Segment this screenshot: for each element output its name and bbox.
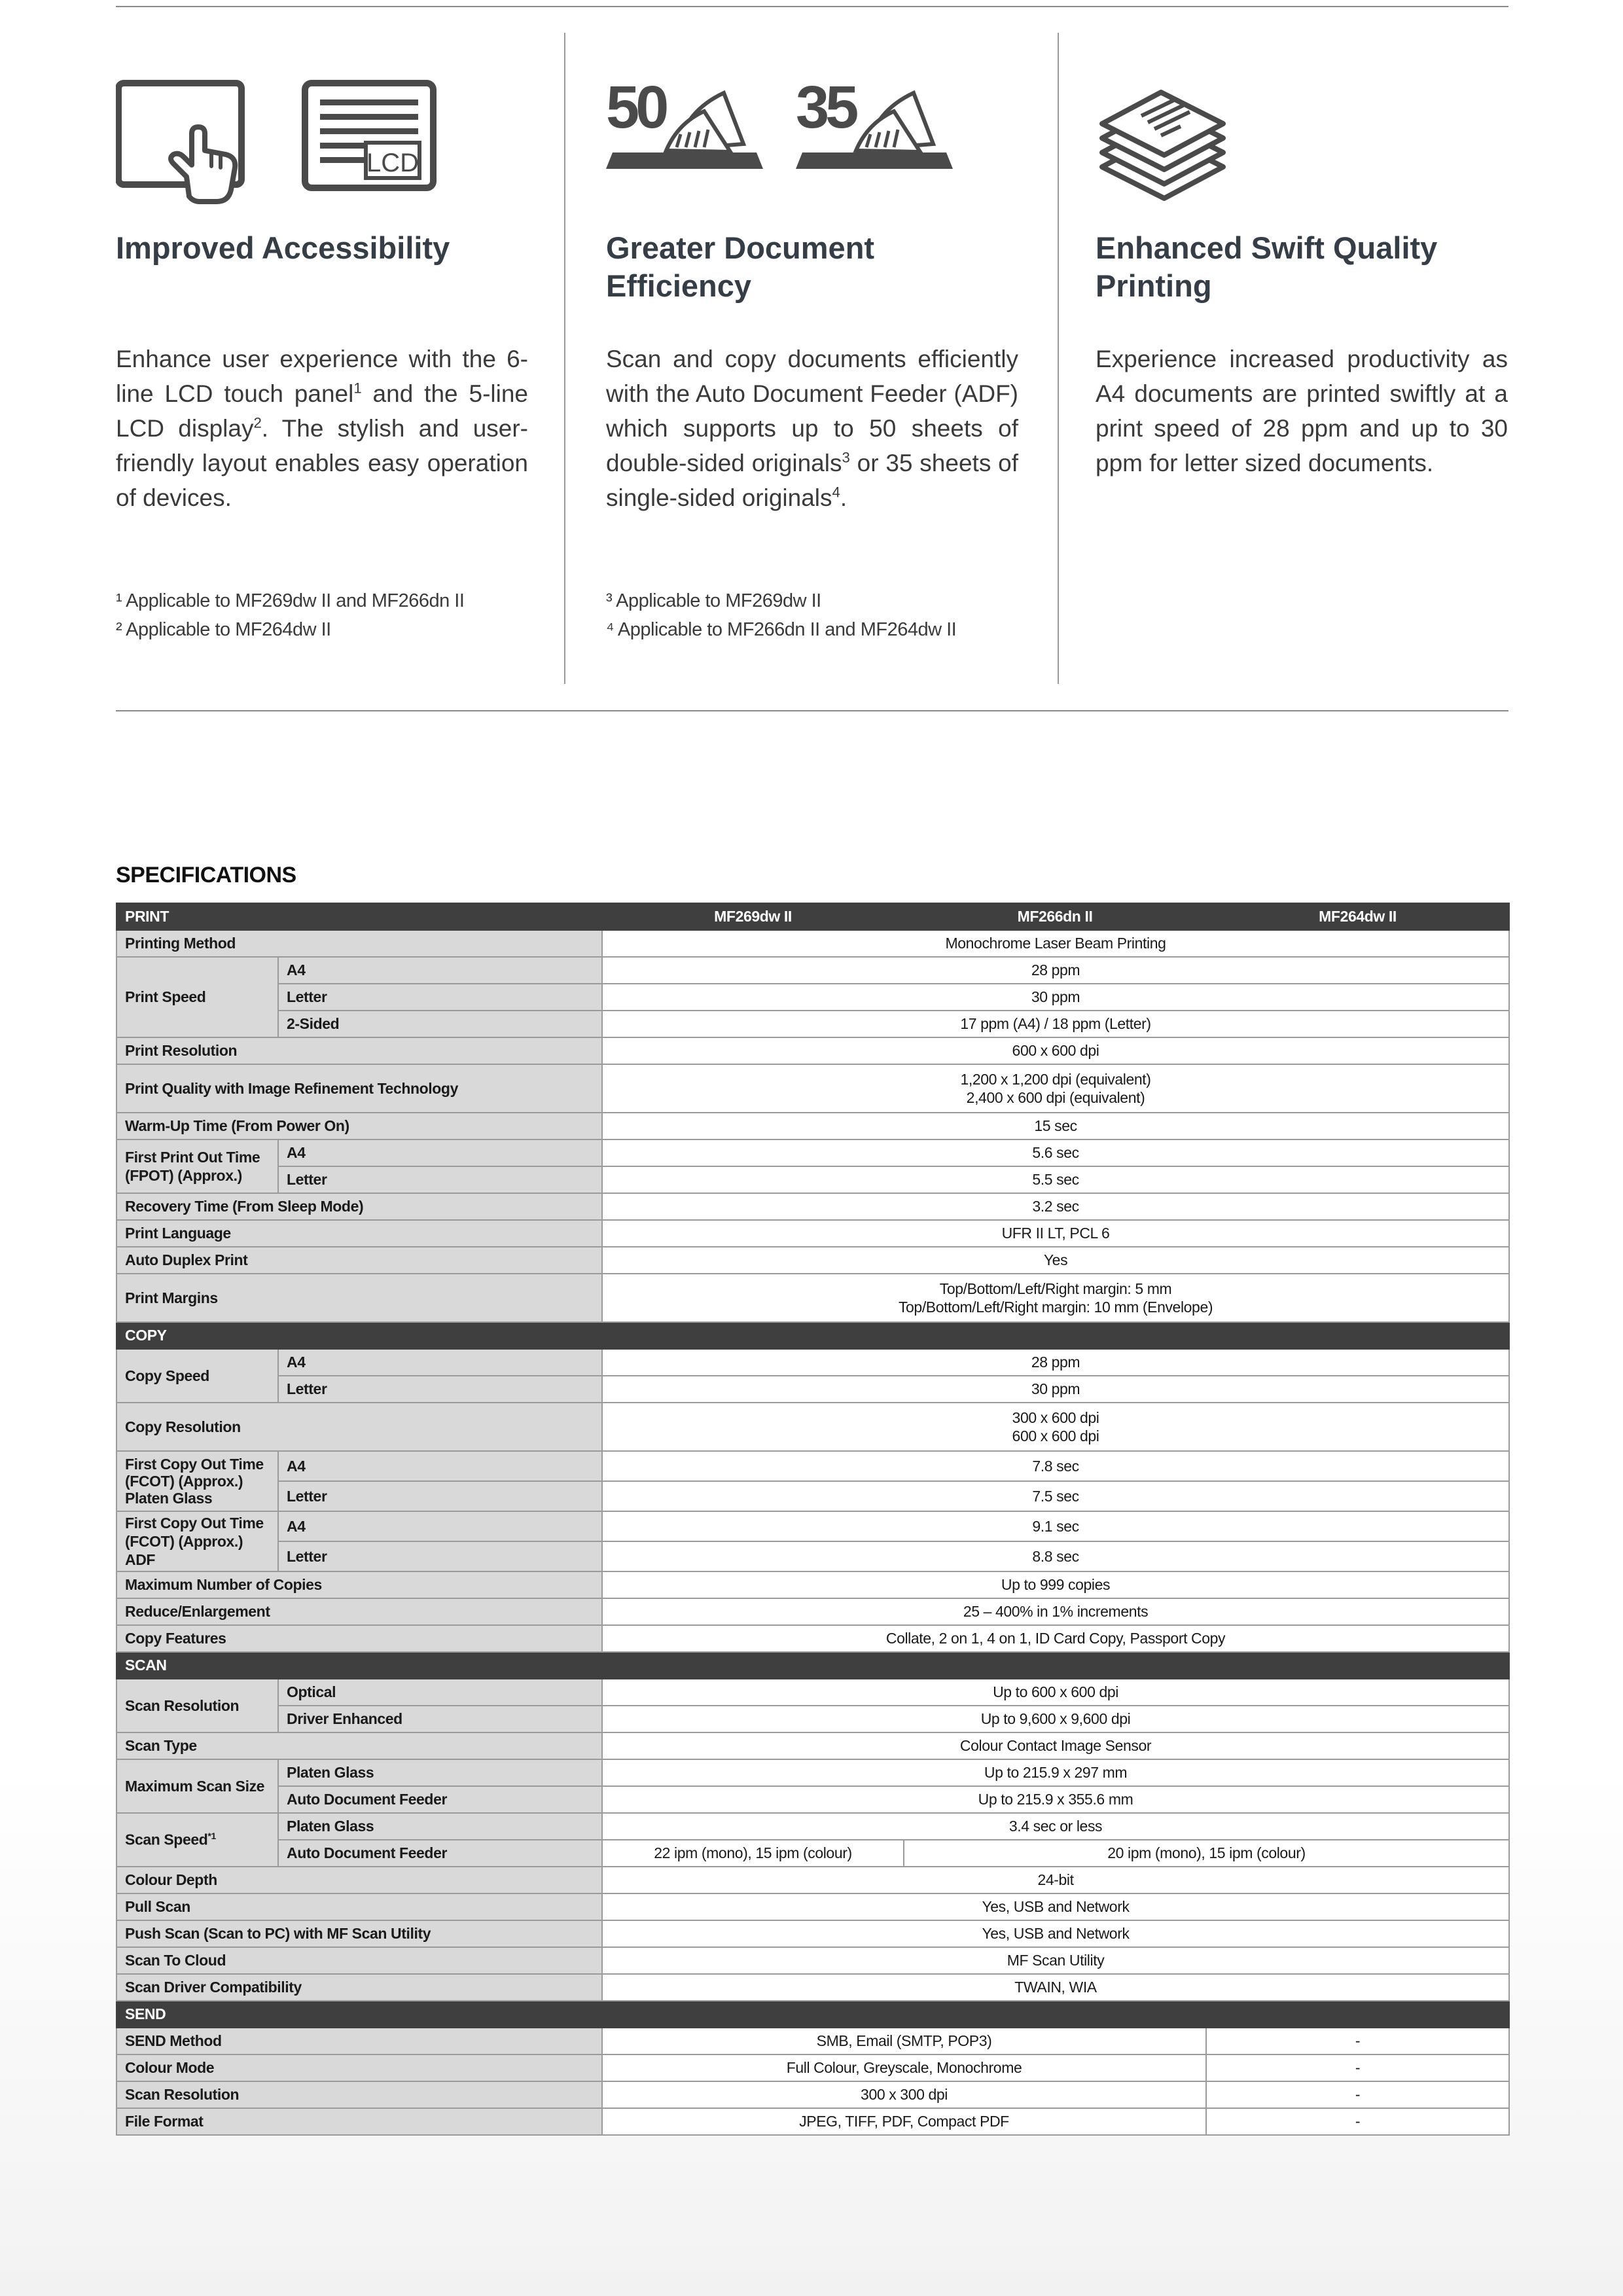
spec-sublabel: Letter xyxy=(278,1376,602,1403)
table-row xyxy=(116,1139,1509,1166)
table-row xyxy=(116,1113,1509,1139)
table-row xyxy=(116,1679,1509,1706)
spec-label: Colour Mode xyxy=(116,2054,602,2081)
table-row xyxy=(116,1064,1509,1113)
spec-value: 30 ppm xyxy=(602,1376,1509,1403)
spec-label: First Print Out Time (FPOT) (Approx.) xyxy=(116,1139,278,1193)
spec-label: Copy Features xyxy=(116,1625,602,1652)
spec-label: Print Resolution xyxy=(116,1037,602,1064)
spec-label: Maximum Number of Copies xyxy=(116,1571,602,1598)
spec-value: UFR II LT, PCL 6 xyxy=(602,1220,1509,1247)
value-line: 1,200 x 1,200 dpi (equivalent) xyxy=(960,1071,1151,1088)
footnote: ² Applicable to MF264dw II xyxy=(116,619,331,640)
spec-value: 24-bit xyxy=(602,1867,1509,1893)
spec-value: 3.2 sec xyxy=(602,1193,1509,1220)
spec-value: Yes, USB and Network xyxy=(602,1920,1509,1947)
table-row xyxy=(116,1451,1509,1481)
feature-icons xyxy=(116,72,528,209)
spec-label: Printing Method xyxy=(116,930,602,957)
spec-value: 20 ipm (mono), 15 ipm (colour) xyxy=(904,1840,1509,1867)
value-line: 2,400 x 600 dpi (equivalent) xyxy=(966,1089,1145,1106)
feature-swift-printing xyxy=(1096,72,1508,476)
spec-label: SEND Method xyxy=(116,2028,602,2054)
spec-value xyxy=(602,1403,1509,1451)
spec-label: Recovery Time (From Sleep Mode) xyxy=(116,1193,602,1220)
spec-sublabel: Driver Enhanced xyxy=(278,1706,602,1732)
table-row xyxy=(116,2081,1509,2108)
spec-value: 7.8 sec xyxy=(602,1451,1509,1481)
feature-footnotes xyxy=(116,586,535,644)
table-row xyxy=(116,2108,1509,2135)
spec-value: - xyxy=(1206,2054,1509,2081)
spec-value: 600 x 600 dpi xyxy=(602,1037,1509,1064)
svg-text:50: 50 xyxy=(606,74,666,141)
table-row xyxy=(116,1759,1509,1786)
top-divider xyxy=(116,6,1508,7)
spec-label: Colour Depth xyxy=(116,1867,602,1893)
spec-sublabel: Letter xyxy=(278,1541,602,1571)
table-row xyxy=(116,1511,1509,1541)
spec-label: Copy Speed xyxy=(116,1349,278,1403)
model-header: MF264dw II xyxy=(1206,903,1509,930)
spec-value: Yes, USB and Network xyxy=(602,1893,1509,1920)
table-row xyxy=(116,1706,1509,1732)
spec-value: 3.4 sec or less xyxy=(602,1813,1509,1840)
spec-value: 22 ipm (mono), 15 ipm (colour) xyxy=(602,1840,904,1867)
section-title: COPY xyxy=(116,1322,1509,1349)
spec-sublabel: Auto Document Feeder xyxy=(278,1840,602,1867)
section-header-send xyxy=(116,2001,1509,2028)
table-row xyxy=(116,1541,1509,1571)
table-row xyxy=(116,2028,1509,2054)
value-line: 600 x 600 dpi xyxy=(1012,1427,1099,1444)
table-row xyxy=(116,1166,1509,1193)
spec-value: - xyxy=(1206,2108,1509,2135)
spec-label: First Copy Out Time (FCOT) (Approx.) Platen Glass xyxy=(116,1451,278,1511)
section-header-scan xyxy=(116,1652,1509,1679)
touch-panel-icon xyxy=(116,80,266,217)
footnote-marker: *1 xyxy=(207,1831,216,1842)
spec-value: Collate, 2 on 1, 4 on 1, ID Card Copy, Passport Copy xyxy=(602,1625,1509,1652)
spec-sublabel: Platen Glass xyxy=(278,1813,602,1840)
spec-value: 30 ppm xyxy=(602,984,1509,1011)
table-row xyxy=(116,1037,1509,1064)
spec-value: Up to 9,600 x 9,600 dpi xyxy=(602,1706,1509,1732)
table-row xyxy=(116,1893,1509,1920)
spec-label: Scan Resolution xyxy=(116,1679,278,1732)
table-row xyxy=(116,1786,1509,1813)
table-row xyxy=(116,957,1509,984)
spec-label: Auto Duplex Print xyxy=(116,1247,602,1274)
spec-value: 15 sec xyxy=(602,1113,1509,1139)
spec-label: Reduce/Enlargement xyxy=(116,1598,602,1625)
adf-50-sheets-icon xyxy=(606,72,770,183)
feature-icons xyxy=(606,72,1018,209)
spec-sublabel: Letter xyxy=(278,984,602,1011)
table-row xyxy=(116,1376,1509,1403)
value-line: Top/Bottom/Left/Right margin: 10 mm (Envelope) xyxy=(898,1299,1213,1316)
feature-description: Enhance user experience with the 6-line LCD touch panel$^1$ and the 5-line LCD display$^2$. The stylish and user-friendly layout enables easy operation of devices. xyxy=(116,346,528,511)
table-row xyxy=(116,1840,1509,1867)
svg-text:35: 35 xyxy=(796,74,855,141)
spec-value: Colour Contact Image Sensor xyxy=(602,1732,1509,1759)
specifications-table xyxy=(116,903,1510,2136)
table-row xyxy=(116,1274,1509,1322)
table-row xyxy=(116,1403,1509,1451)
table-row xyxy=(116,1947,1509,1974)
spec-value xyxy=(602,1274,1509,1322)
table-row xyxy=(116,930,1509,957)
table-row xyxy=(116,1598,1509,1625)
table-row xyxy=(116,1193,1509,1220)
table-row xyxy=(116,1481,1509,1511)
spec-sublabel: Letter xyxy=(278,1481,602,1511)
spec-sublabel: Platen Glass xyxy=(278,1759,602,1786)
feature-accessibility xyxy=(116,72,528,640)
spec-sublabel: Optical xyxy=(278,1679,602,1706)
table-row xyxy=(116,1247,1509,1274)
table-row xyxy=(116,1813,1509,1840)
section-title: PRINT xyxy=(116,903,602,930)
footnote: ¹ Applicable to MF269dw II and MF266dn II xyxy=(116,590,465,611)
spec-label: Print Language xyxy=(116,1220,602,1247)
footnote: ³ Applicable to MF269dw II xyxy=(606,590,821,611)
table-row xyxy=(116,2054,1509,2081)
feature-title: Enhanced Swift Quality Printing xyxy=(1096,230,1438,303)
footnote: ⁴ Applicable to MF266dn II and MF264dw II xyxy=(606,619,957,640)
spec-label-text: Scan Speed xyxy=(125,1831,208,1848)
spec-label: Push Scan (Scan to PC) with MF Scan Utility xyxy=(116,1920,602,1947)
spec-value: 300 x 300 dpi xyxy=(602,2081,1206,2108)
feature-footnotes xyxy=(606,586,1025,644)
spec-label: Maximum Scan Size xyxy=(116,1759,278,1813)
spec-value: SMB, Email (SMTP, POP3) xyxy=(602,2028,1206,2054)
model-header: MF269dw II xyxy=(602,903,904,930)
specifications-title: SPECIFICATIONS xyxy=(116,863,296,888)
spec-value: Yes xyxy=(602,1247,1509,1274)
spec-value: TWAIN, WIA xyxy=(602,1974,1509,2001)
spec-value: 9.1 sec xyxy=(602,1511,1509,1541)
spec-value: JPEG, TIFF, PDF, Compact PDF xyxy=(602,2108,1206,2135)
spec-value: 8.8 sec xyxy=(602,1541,1509,1571)
section-title: SEND xyxy=(116,2001,1509,2028)
spec-label: First Copy Out Time (FCOT) (Approx.) ADF xyxy=(116,1511,278,1571)
feature-title: Improved Accessibility xyxy=(116,230,450,265)
spec-value: 17 ppm (A4) / 18 ppm (Letter) xyxy=(602,1011,1509,1037)
spec-label: Scan Type xyxy=(116,1732,602,1759)
spec-sublabel: A4 xyxy=(278,1511,602,1541)
spec-label: Scan Driver Compatibility xyxy=(116,1974,602,2001)
spec-value: Full Colour, Greyscale, Monochrome xyxy=(602,2054,1206,2081)
feature-title: Greater Document Efficiency xyxy=(606,230,875,303)
table-row xyxy=(116,1349,1509,1376)
spec-label: Print Speed xyxy=(116,957,278,1037)
spec-label: Scan To Cloud xyxy=(116,1947,602,1974)
spec-sublabel: Auto Document Feeder xyxy=(278,1786,602,1813)
table-row xyxy=(116,1220,1509,1247)
section-header-copy xyxy=(116,1322,1509,1349)
lcd-display-icon xyxy=(302,80,439,194)
spec-value: 5.5 sec xyxy=(602,1166,1509,1193)
spec-value: - xyxy=(1206,2081,1509,2108)
spec-value: Up to 600 x 600 dpi xyxy=(602,1679,1509,1706)
model-header: MF266dn II xyxy=(904,903,1206,930)
spec-label: Scan Resolution xyxy=(116,2081,602,2108)
spec-sublabel: A4 xyxy=(278,1139,602,1166)
spec-value xyxy=(602,1064,1509,1113)
spec-value: 28 ppm xyxy=(602,957,1509,984)
feature-description: Experience increased productivity as A4 documents are printed swiftly at a print speed of 28 ppm and up to 30 ppm for letter sized documents. xyxy=(1096,346,1508,476)
table-row xyxy=(116,1732,1509,1759)
spec-sublabel: A4 xyxy=(278,1349,602,1376)
feature-document-efficiency xyxy=(606,72,1018,640)
section-title: SCAN xyxy=(116,1652,1509,1679)
table-row xyxy=(116,1920,1509,1947)
spec-value: 5.6 sec xyxy=(602,1139,1509,1166)
value-line: Top/Bottom/Left/Right margin: 5 mm xyxy=(939,1280,1172,1297)
spec-value: - xyxy=(1206,2028,1509,2054)
spec-label: Print Quality with Image Refinement Technology xyxy=(116,1064,602,1113)
table-row xyxy=(116,1011,1509,1037)
column-divider-1 xyxy=(564,33,565,684)
feature-description: Scan and copy documents efficiently with the Auto Document Feeder (ADF) which supports up to 50 sheets of double-sided originals$^3$ or 35 sheets of single-sided originals$^4$. xyxy=(606,346,1018,511)
table-row xyxy=(116,1571,1509,1598)
spec-value: Up to 215.9 x 297 mm xyxy=(602,1759,1509,1786)
spec-value: Monochrome Laser Beam Printing xyxy=(602,930,1509,957)
svg-text:LCD: LCD xyxy=(366,149,419,177)
spec-label: Copy Resolution xyxy=(116,1403,602,1451)
spec-sublabel: A4 xyxy=(278,957,602,984)
spec-label: Warm-Up Time (From Power On) xyxy=(116,1113,602,1139)
spec-value: MF Scan Utility xyxy=(602,1947,1509,1974)
table-row xyxy=(116,1625,1509,1652)
column-divider-2 xyxy=(1058,33,1059,684)
value-line: 300 x 600 dpi xyxy=(1012,1409,1099,1426)
table-row xyxy=(116,984,1509,1011)
spec-value: 7.5 sec xyxy=(602,1481,1509,1511)
spec-sublabel: 2-Sided xyxy=(278,1011,602,1037)
adf-35-sheets-icon xyxy=(796,72,959,183)
section-header-print xyxy=(116,903,1509,930)
spec-value: 25 – 400% in 1% increments xyxy=(602,1598,1509,1625)
spec-value: 28 ppm xyxy=(602,1349,1509,1376)
spec-label: Print Margins xyxy=(116,1274,602,1322)
spec-label: File Format xyxy=(116,2108,602,2135)
spec-sublabel: Letter xyxy=(278,1166,602,1193)
spec-value: Up to 999 copies xyxy=(602,1571,1509,1598)
table-row xyxy=(116,1974,1509,2001)
table-row xyxy=(116,1867,1509,1893)
spec-label xyxy=(116,1813,278,1867)
spec-value: Up to 215.9 x 355.6 mm xyxy=(602,1786,1509,1813)
spec-sublabel: A4 xyxy=(278,1451,602,1481)
spec-label: Pull Scan xyxy=(116,1893,602,1920)
middle-divider xyxy=(116,710,1508,711)
paper-stack-icon xyxy=(1096,75,1233,213)
feature-icons xyxy=(1096,72,1508,209)
